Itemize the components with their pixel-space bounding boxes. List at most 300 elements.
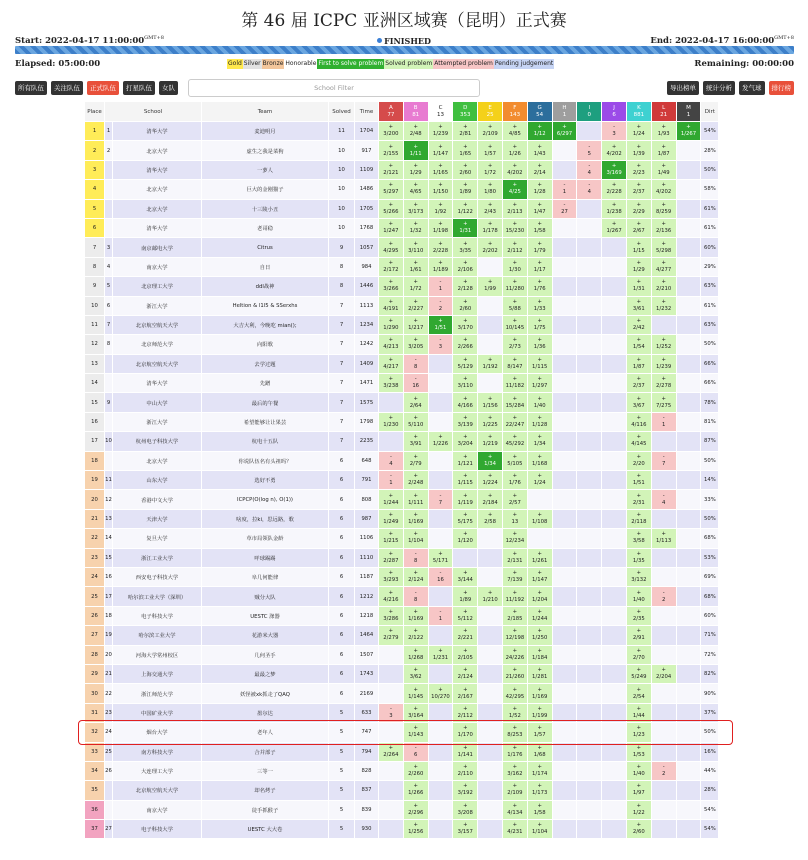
- header-problem-l[interactable]: [651, 102, 676, 122]
- result-mark: +: [636, 667, 642, 674]
- table-row[interactable]: [85, 626, 719, 645]
- header-problem-k[interactable]: [626, 102, 651, 122]
- result-value: 2: [661, 771, 666, 778]
- result-value: 2/264: [383, 751, 399, 758]
- problem-cell: [502, 587, 527, 606]
- place-cell: 35: [85, 781, 105, 800]
- problem-cell: [478, 335, 503, 354]
- problem-cell: [527, 296, 552, 315]
- problem-solved-count: 6: [612, 111, 616, 118]
- toolbar-button-1[interactable]: 统计分析: [703, 81, 735, 95]
- table-row[interactable]: [85, 471, 719, 490]
- school-cell: 上海交通大学: [113, 664, 202, 683]
- problem-cell: [552, 761, 577, 780]
- team-cell: 花游米大器: [202, 626, 329, 645]
- solved-cell: 6: [329, 509, 355, 528]
- result-mark: +: [512, 453, 518, 460]
- result-mark: +: [388, 162, 394, 169]
- problem-cell: [428, 218, 453, 237]
- result-mark: +: [413, 162, 418, 169]
- result-value: 11/182: [505, 383, 525, 390]
- problem-cell: [676, 761, 701, 780]
- table-row[interactable]: [85, 412, 719, 431]
- result-value: 2/228: [606, 189, 622, 196]
- result-mark: +: [537, 802, 542, 809]
- table-row[interactable]: [85, 335, 719, 354]
- problem-letter: H: [562, 104, 567, 111]
- problem-cell: [552, 393, 577, 412]
- result-value: 1/54: [632, 344, 645, 351]
- rank-cell: [105, 218, 113, 237]
- table-row[interactable]: [85, 529, 719, 548]
- table-row[interactable]: [85, 432, 719, 451]
- result-value: 3/200: [383, 131, 399, 138]
- problem-cell: [676, 199, 701, 218]
- problem-cell: [676, 490, 701, 509]
- table-row[interactable]: [85, 587, 719, 606]
- problem-cell: [478, 257, 503, 276]
- result-mark: +: [388, 512, 394, 518]
- rank-cell: 12: [105, 490, 113, 509]
- result-value: 4/85: [508, 131, 521, 138]
- table-row[interactable]: [85, 490, 719, 509]
- header-problem-d[interactable]: [453, 102, 478, 122]
- result-mark: +: [413, 124, 418, 131]
- result-value: 4/116: [631, 422, 647, 429]
- toolbar-button-0[interactable]: 导出榜单: [667, 81, 699, 95]
- header-problem-g[interactable]: [527, 102, 552, 122]
- problem-cell: [676, 160, 701, 179]
- problem-cell: [602, 451, 627, 470]
- result-mark: +: [537, 143, 542, 150]
- table-row[interactable]: [85, 684, 719, 703]
- dirt-cell: 90%: [701, 684, 719, 703]
- result-mark: +: [463, 279, 468, 286]
- problem-cell: [602, 471, 627, 490]
- problem-cell: [502, 160, 527, 179]
- filter-button-0[interactable]: 所有队伍: [15, 81, 47, 95]
- result-mark: +: [413, 182, 418, 189]
- result-value: 4/202: [606, 150, 622, 157]
- problem-cell: [626, 548, 651, 567]
- result-value: 5/105: [507, 460, 523, 467]
- header-problem-c[interactable]: [428, 102, 453, 122]
- result-mark: -: [439, 492, 442, 499]
- problem-cell: [552, 296, 577, 315]
- result-value: 1/51: [632, 480, 645, 487]
- legend-item: Bronze: [262, 60, 284, 67]
- problem-cell: [651, 335, 676, 354]
- table-row[interactable]: [85, 315, 719, 334]
- result-value: 1/57: [484, 150, 497, 157]
- problem-cell: [502, 393, 527, 412]
- place-cell: 14: [85, 374, 105, 393]
- result-value: 2/73: [508, 344, 521, 351]
- table-row[interactable]: [85, 645, 719, 664]
- result-mark: +: [512, 802, 518, 809]
- solved-cell: 6: [329, 626, 355, 645]
- problem-cell: [577, 296, 602, 315]
- result-mark: +: [537, 298, 542, 305]
- dirt-cell: 72%: [701, 645, 719, 664]
- result-value: 1/65: [459, 150, 472, 157]
- result-value: 1/17: [533, 266, 546, 273]
- problem-cell: [602, 315, 627, 334]
- problem-cell: [478, 548, 503, 567]
- result-mark: +: [413, 201, 418, 208]
- result-mark: +: [438, 221, 443, 228]
- team-cell: 麦迪明月: [202, 122, 329, 141]
- problem-cell: [403, 218, 428, 237]
- place-cell: 12: [85, 335, 105, 354]
- place-cell: 33: [85, 742, 105, 761]
- result-value: 2/64: [409, 402, 422, 409]
- problem-cell: [379, 664, 404, 683]
- problem-cell: [453, 141, 478, 160]
- school-cell: 清华大学: [113, 122, 202, 141]
- result-value: 1/31: [632, 286, 645, 293]
- problem-letter: K: [637, 104, 641, 111]
- result-value: 1/34: [484, 460, 497, 467]
- rank-cell: [105, 199, 113, 218]
- result-mark: +: [413, 802, 418, 809]
- problem-cell: [502, 412, 527, 431]
- problem-cell: [527, 490, 552, 509]
- problem-cell: [626, 257, 651, 276]
- filter-button-3[interactable]: 打星队伍: [123, 81, 155, 95]
- result-mark: +: [512, 570, 518, 577]
- problem-cell: [403, 277, 428, 296]
- problem-cell: [502, 296, 527, 315]
- result-value: 1/169: [408, 615, 424, 622]
- result-value: 22/247: [505, 422, 525, 429]
- table-row[interactable]: [85, 277, 719, 296]
- filter-button-1[interactable]: 关注队伍: [51, 81, 83, 95]
- result-mark: +: [512, 647, 518, 654]
- result-mark: +: [512, 201, 518, 208]
- result-value: 1/53: [632, 751, 645, 758]
- table-row[interactable]: [85, 296, 719, 315]
- result-mark: +: [512, 259, 518, 266]
- problem-cell: [403, 451, 428, 470]
- result-value: 1/119: [457, 499, 473, 506]
- solved-cell: 7: [329, 393, 355, 412]
- result-value: 3/266: [383, 286, 399, 293]
- result-mark: +: [463, 182, 468, 189]
- header-problem-m[interactable]: [676, 102, 701, 122]
- problem-cell: [527, 587, 552, 606]
- result-mark: +: [388, 240, 394, 247]
- problem-cell: [602, 354, 627, 373]
- dirt-cell: 81%: [701, 412, 719, 431]
- problem-cell: [552, 122, 577, 141]
- result-value: 1/93: [657, 131, 670, 138]
- result-value: 1/99: [484, 286, 497, 293]
- problem-cell: [428, 587, 453, 606]
- time-cell: 1409: [355, 354, 379, 373]
- problem-cell: [577, 684, 602, 703]
- result-value: 1/169: [532, 693, 548, 700]
- problem-cell: [602, 238, 627, 257]
- result-mark: +: [413, 512, 418, 518]
- problem-cell: [403, 490, 428, 509]
- result-value: 1/267: [680, 131, 697, 138]
- solved-cell: 7: [329, 374, 355, 393]
- result-mark: +: [661, 531, 666, 538]
- result-value: 1/226: [432, 441, 449, 448]
- result-mark: +: [388, 744, 394, 751]
- table-row[interactable]: [85, 257, 719, 276]
- filter-button-2[interactable]: 正式队伍: [87, 81, 119, 95]
- problem-cell: [379, 490, 404, 509]
- table-row[interactable]: [85, 199, 719, 218]
- problem-cell: [403, 238, 428, 257]
- problem-cell: [651, 684, 676, 703]
- table-row[interactable]: [85, 781, 719, 800]
- table-row[interactable]: [85, 354, 719, 373]
- time-cell: 1471: [355, 374, 379, 393]
- problem-cell: [651, 180, 676, 199]
- header-problem-j[interactable]: [602, 102, 627, 122]
- result-value: 3/173: [408, 208, 424, 215]
- result-mark: +: [537, 376, 542, 383]
- progress-bar[interactable]: [15, 46, 794, 54]
- problem-cell: [478, 218, 503, 237]
- result-mark: +: [413, 764, 418, 771]
- problem-cell: [478, 684, 503, 703]
- problem-cell: [577, 626, 602, 645]
- result-mark: +: [512, 337, 518, 344]
- table-row[interactable]: [85, 374, 719, 393]
- problem-cell: [379, 451, 404, 470]
- problem-cell: [651, 393, 676, 412]
- dirt-cell: 29%: [701, 257, 719, 276]
- table-row[interactable]: [85, 761, 719, 780]
- result-value: 1/189: [432, 266, 449, 273]
- header-problem-a[interactable]: [379, 102, 404, 122]
- dirt-cell: 50%: [701, 509, 719, 528]
- solved-cell: 5: [329, 781, 355, 800]
- problem-cell: [453, 664, 478, 683]
- table-row[interactable]: [85, 451, 719, 470]
- header-problem-f[interactable]: [502, 102, 527, 122]
- problem-cell: [676, 645, 701, 664]
- place-cell: 36: [85, 800, 105, 819]
- problem-cell: [453, 509, 478, 528]
- result-value: 2/167: [457, 693, 473, 700]
- table-row[interactable]: [85, 509, 719, 528]
- problem-cell: [676, 296, 701, 315]
- problem-letter: C: [438, 104, 443, 111]
- result-value: 1/30: [508, 266, 521, 273]
- result-value: 7: [438, 499, 443, 506]
- problem-cell: [676, 684, 701, 703]
- place-cell: 27: [85, 626, 105, 645]
- problem-cell: [502, 218, 527, 237]
- result-mark: -: [414, 744, 417, 751]
- result-mark: +: [388, 143, 394, 150]
- dirt-cell: 66%: [701, 374, 719, 393]
- problem-cell: [428, 354, 453, 373]
- result-value: 1/145: [408, 693, 424, 700]
- header-problem-e[interactable]: [478, 102, 503, 122]
- problem-cell: [403, 199, 428, 218]
- problem-cell: [577, 761, 602, 780]
- result-mark: +: [487, 512, 493, 518]
- rank-cell: [105, 781, 113, 800]
- table-row[interactable]: [85, 800, 719, 819]
- result-mark: +: [388, 376, 394, 383]
- legend-item: Solved problem: [385, 60, 433, 67]
- result-mark: +: [388, 589, 394, 596]
- table-row[interactable]: [85, 238, 719, 257]
- result-value: 2/23: [632, 169, 645, 176]
- team-cell: 啥度，拉ki，思远路，歌: [202, 509, 329, 528]
- result-value: 1/51: [434, 325, 447, 332]
- result-mark: +: [487, 124, 493, 131]
- place-cell: 8: [85, 257, 105, 276]
- result-mark: +: [512, 221, 518, 228]
- problem-letter: M: [686, 104, 691, 111]
- rank-cell: 17: [105, 587, 113, 606]
- result-value: 1/281: [532, 674, 548, 681]
- dirt-cell: 87%: [701, 432, 719, 451]
- table-row[interactable]: [85, 664, 719, 683]
- problem-cell: [626, 141, 651, 160]
- problem-cell: [502, 257, 527, 276]
- problem-cell: [577, 471, 602, 490]
- problem-cell: [552, 412, 577, 431]
- result-mark: -: [588, 143, 591, 150]
- header-problem-b[interactable]: [403, 102, 428, 122]
- dirt-cell: 54%: [701, 800, 719, 819]
- table-row[interactable]: [85, 180, 719, 199]
- team-cell: 三等一: [202, 761, 329, 780]
- table-row[interactable]: [85, 393, 719, 412]
- toolbar-button-3[interactable]: 排行榜: [769, 81, 795, 95]
- problem-cell: [651, 800, 676, 819]
- result-mark: +: [438, 162, 443, 169]
- problem-cell: [478, 238, 503, 257]
- result-mark: +: [636, 492, 642, 499]
- result-value: 3/192: [457, 790, 473, 797]
- result-mark: +: [661, 221, 666, 228]
- problem-cell: [453, 238, 478, 257]
- problem-cell: [626, 335, 651, 354]
- result-value: 4: [587, 189, 591, 196]
- result-value: 1/219: [482, 441, 498, 448]
- result-mark: +: [537, 124, 542, 131]
- result-mark: +: [463, 628, 468, 635]
- header-school: School: [105, 102, 202, 122]
- result-value: 12/198: [505, 635, 525, 642]
- problem-cell: [478, 141, 503, 160]
- problem-cell: [453, 587, 478, 606]
- problem-cell: [403, 180, 428, 199]
- problem-cell: [502, 374, 527, 393]
- problem-cell: [379, 761, 404, 780]
- result-mark: +: [512, 492, 518, 499]
- problem-cell: [577, 781, 602, 800]
- result-value: 7: [661, 460, 666, 467]
- problem-cell: [428, 374, 453, 393]
- problem-cell: [602, 664, 627, 683]
- solved-cell: 6: [329, 684, 355, 703]
- solved-cell: 6: [329, 645, 355, 664]
- legend-item: Pending judgement: [494, 60, 554, 67]
- problem-cell: [602, 645, 627, 664]
- problem-cell: [626, 180, 651, 199]
- table-row[interactable]: [85, 820, 719, 839]
- rank-cell: [105, 374, 113, 393]
- problem-cell: [478, 800, 503, 819]
- table-row[interactable]: [85, 218, 719, 237]
- result-mark: +: [388, 259, 394, 266]
- result-mark: +: [636, 259, 642, 266]
- result-value: 4/277: [656, 266, 672, 273]
- problem-cell: [651, 761, 676, 780]
- header-problem-i[interactable]: [577, 102, 602, 122]
- result-value: 2/172: [383, 266, 399, 273]
- problem-cell: [527, 257, 552, 276]
- result-mark: +: [636, 162, 642, 169]
- school-cell: 北京理工大学: [113, 277, 202, 296]
- result-value: 2/54: [632, 693, 645, 700]
- problem-cell: [651, 587, 676, 606]
- team-cell: 徒手抓猴子: [202, 800, 329, 819]
- problem-cell: [428, 471, 453, 490]
- school-filter-input[interactable]: School Filter: [188, 79, 480, 97]
- problem-cell: [403, 684, 428, 703]
- problem-cell: [379, 238, 404, 257]
- problem-cell: [602, 684, 627, 703]
- problem-cell: [577, 509, 602, 528]
- table-row[interactable]: [85, 548, 719, 567]
- toolbar-button-2[interactable]: 发气球: [739, 81, 765, 95]
- result-mark: +: [636, 201, 642, 208]
- problem-cell: [651, 257, 676, 276]
- place-cell: 21: [85, 509, 105, 528]
- problem-cell: [651, 781, 676, 800]
- header-problem-h[interactable]: [552, 102, 577, 122]
- dirt-cell: 60%: [701, 238, 719, 257]
- problem-cell: [527, 509, 552, 528]
- table-row[interactable]: [85, 567, 719, 586]
- result-value: 2/35: [632, 615, 645, 622]
- dirt-cell: 61%: [701, 199, 719, 218]
- result-value: 3: [612, 131, 616, 138]
- problem-cell: [478, 393, 503, 412]
- solved-cell: 6: [329, 606, 355, 625]
- result-value: 4/231: [507, 829, 523, 836]
- result-mark: +: [487, 279, 493, 286]
- table-row[interactable]: [85, 160, 719, 179]
- filter-button-4[interactable]: 女队: [159, 81, 178, 95]
- solved-cell: 5: [329, 761, 355, 780]
- result-value: 3/205: [408, 344, 424, 351]
- table-row[interactable]: [85, 606, 719, 625]
- problem-cell: [577, 374, 602, 393]
- result-mark: +: [636, 531, 642, 538]
- table-row[interactable]: [85, 122, 719, 141]
- result-value: 8: [414, 596, 418, 603]
- team-cell: 墨尔达: [202, 703, 329, 722]
- table-row[interactable]: [85, 141, 719, 160]
- result-mark: +: [487, 162, 493, 169]
- school-cell: 杭州电子科技大学: [113, 432, 202, 451]
- problem-cell: [428, 800, 453, 819]
- result-mark: +: [413, 686, 418, 693]
